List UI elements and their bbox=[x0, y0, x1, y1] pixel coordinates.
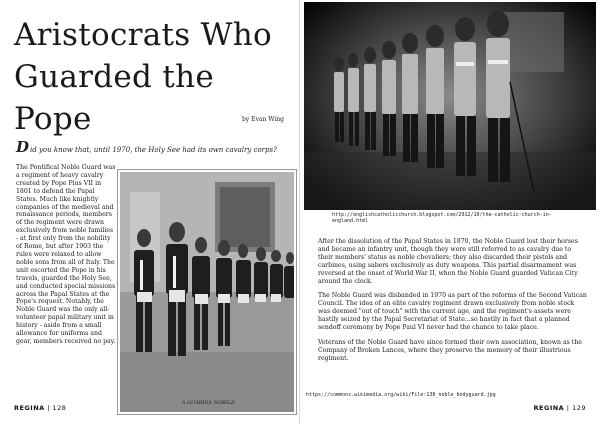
article-column-text: The Pontifical Noble Guard was a regiment of heavy cavalry created by Pope Pius VII in 1801 to defend the Papal States. Much like knightly companies of the medieval and renaissance periods, members of the regiment were drawn exclusively from noble families - at first only from the nobility of Rome, but after 1903 the rules were relaxed to allow noble sons from all of Italy. The unit escorted the Pope in his travels, guarded the Holy See, and conducted special missions across the Papal States at the Pope's request. Notably, the Noble Guard was the only all-volunteer papal military unit in history - aside from a small allowance for uniforms and gear, members received no pay. bbox=[16, 164, 116, 345]
paragraph-1: After the dissolution of the Papal States in 1870, the Noble Guard lost their horses and became an infantry unit, though they were still referred to as cavalry due to their members' status as noble chevaliers; they also discarded their pistols and carbines, using sabers exclusively as duty weapons. This partial disarmament was reversed at the onset of World War II, when the Noble Guard guarded Vatican City around the clock. bbox=[318, 238, 578, 285]
article-body-right bbox=[318, 238, 588, 370]
folio-magazine-left: REGINA bbox=[14, 404, 45, 412]
folio-separator-left: | bbox=[47, 404, 50, 412]
noble-guard-photo-left bbox=[118, 170, 296, 414]
paragraph-3: Veterans of the Noble Guard have since formed their own association, known as the Company of Broken Lances, where they preserve the memory of their illustrious regiment. bbox=[318, 338, 582, 362]
intro-text: id you know that, until 1970, the Holy See had its own cavalry corps? bbox=[30, 146, 277, 154]
drop-cap: D bbox=[16, 138, 30, 156]
intro-line bbox=[16, 138, 296, 156]
folio-separator-right: | bbox=[566, 404, 570, 412]
right-photo-credit: http://englishcatholicchurch.blogspot.com/2012/10/the-catholic-church-in-england.html bbox=[332, 212, 552, 224]
noble-guard-photo-right bbox=[304, 2, 596, 210]
left-photo-credit: https://commons.wikimedia.org/wiki/File:138_noble_bodyguard.jpg bbox=[306, 392, 496, 398]
folio-page-right: 129 bbox=[572, 404, 586, 412]
folio-page-left: 128 bbox=[52, 404, 67, 412]
folio-right bbox=[534, 404, 586, 412]
photo-caption: A GUARDIA NOBILE. bbox=[181, 400, 237, 406]
folio-magazine-right: REGINA bbox=[533, 404, 565, 412]
folio-left bbox=[14, 404, 66, 412]
guards-illustration bbox=[120, 172, 296, 414]
guards-hall-illustration bbox=[304, 2, 596, 210]
byline: by Evan Wing bbox=[242, 116, 284, 123]
paragraph-2: The Noble Guard was disbanded in 1970 as part of the reforms of the Second Vatican Council. The idea of an elite cavalry regiment drawn exclusively from noble stock was deemed "out of touch" with the current age, and the regiment's assets were hastily seized by the Papal Secretariat of State...so hastily in fact that a planned sendoff ceremony by Pope Paul VI never had the chance to take place. bbox=[318, 292, 587, 332]
article-title: Aristocrats Who Guarded the Pope bbox=[14, 17, 273, 137]
right-page bbox=[300, 0, 600, 424]
